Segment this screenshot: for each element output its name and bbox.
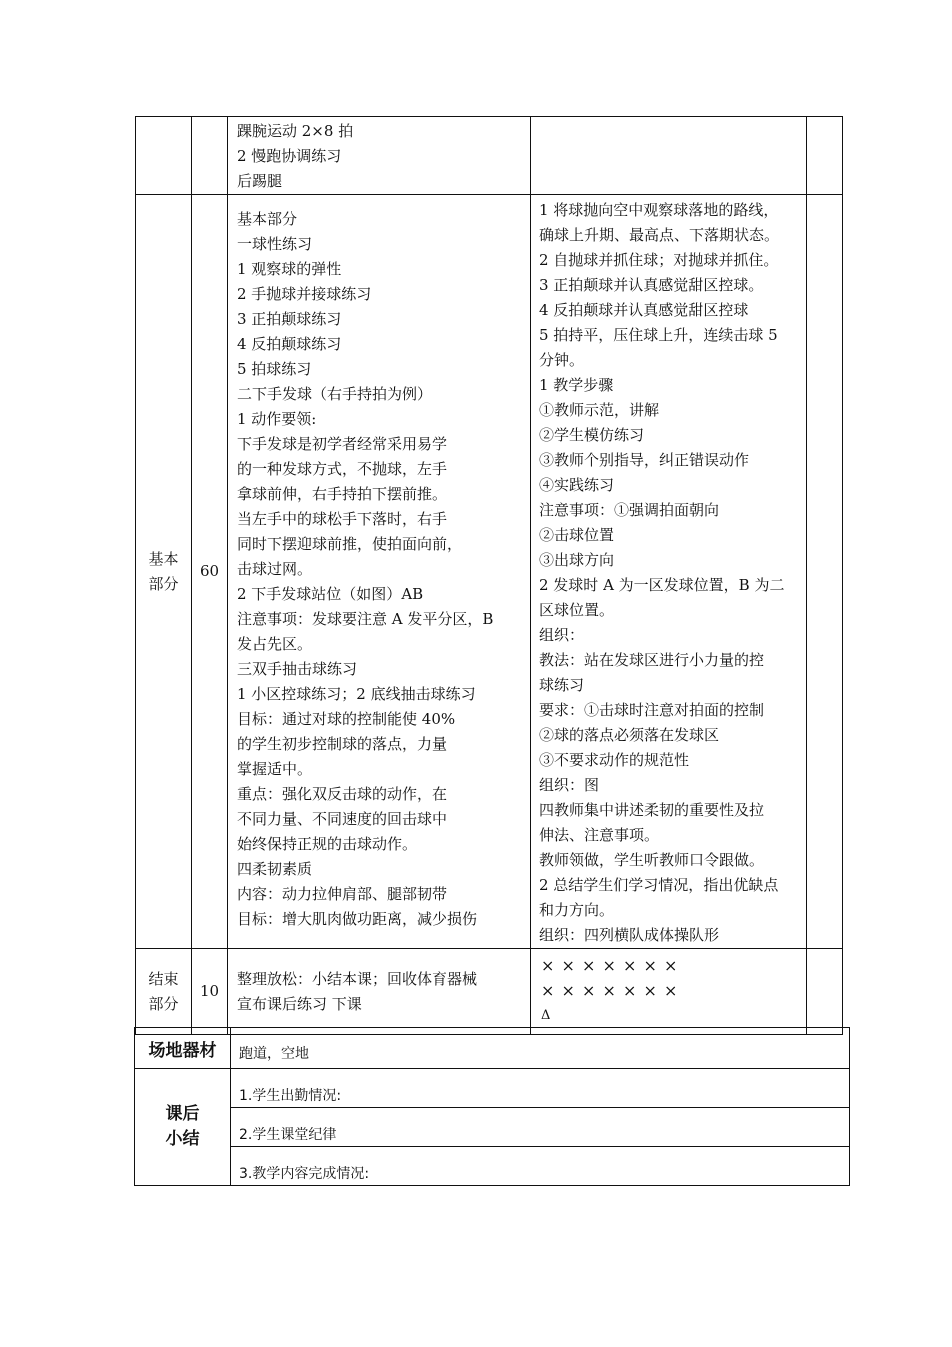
content-line: 的一种发球方式，不抛球，左手 [237,460,448,478]
method-line: ②击球位置 [539,526,615,544]
section-label: 结束 [148,969,179,988]
content-line: 当左手中的球松手下落时，右手 [237,510,448,528]
summary-item-attendance: 1.学生出勤情况: [231,1069,850,1108]
minutes-cell [192,949,228,1035]
content-line: 下手发球是初学者经常采用易学 [237,435,448,453]
summary-row [135,1069,850,1108]
method-line: 4 反拍颠球并认真感觉甜区控球 [539,301,749,319]
section-cell [136,949,192,1035]
content-line: 2 下手发球站位（如图）AB [237,585,424,603]
content-line: 目标：通过对球的控制能使 40% [237,710,456,728]
summary-label-line: 小结 [165,1129,200,1149]
content-line: 5 拍球练习 [237,360,312,378]
method-line: 区球位置。 [539,601,615,619]
method-line: 伸法、注意事项。 [539,826,660,844]
content-line: 二下手发球（右手持拍为例） [237,385,433,403]
formation-row: × × × × × × × [541,956,679,975]
method-line: ③不要求动作的规范性 [539,751,690,769]
content-line: 不同力量、不同速度的回击球中 [237,810,448,828]
venue-summary-table [134,1027,850,1186]
content-lines [237,207,530,932]
content-line: 3 正拍颠球练习 [237,310,342,328]
venue-row [135,1028,850,1069]
table-row [136,949,843,1035]
method-line: 5 拍持平，压住球上升，连续击球 5 [539,326,778,344]
note-cell [807,195,843,949]
minutes-value: 10 [199,982,220,1000]
table-row [136,117,843,195]
method-line: 组织： [539,626,585,644]
minutes-cell [192,117,228,195]
lesson-plan-table [135,116,843,1035]
content-line: 2 手抛球并接球练习 [237,285,372,303]
content-line: 后踢腿 [237,172,283,190]
method-lines [539,198,806,948]
content-line: 注意事项：发球要注意 A 发平分区，B [237,610,494,628]
method-line: 1 教学步骤 [539,376,614,394]
note-cell [807,117,843,195]
method-cell [531,195,807,949]
summary-label [135,1069,231,1186]
content-line: 目标：增大肌肉做功距离，减少损伤 [237,910,478,928]
minutes-cell [192,195,228,949]
method-cell [531,117,807,195]
method-line: 注意事项：①强调拍面朝向 [539,501,720,519]
method-line: 和力方向。 [539,901,615,919]
method-line: 组织：四列横队成体操队形 [539,926,720,944]
content-line: 2 慢跑协调练习 [237,147,342,165]
content-cell [228,949,531,1035]
summary-label-line: 课后 [165,1104,200,1124]
method-line: ③教师个别指导，纠正错误动作 [539,451,750,469]
content-line: 始终保持正规的击球动作。 [237,835,418,853]
section-label: 部分 [148,574,179,593]
method-line: 2 自抛球并抓住球；对抛球并抓住。 [539,251,779,269]
method-line: 要求：①击球时注意对拍面的控制 [539,701,765,719]
formation-row: × × × × × × × [541,981,679,1000]
method-line: 1 将球抛向空中观察球落地的路线， [539,201,779,219]
content-lines [237,967,530,1017]
venue-label: 场地器材 [135,1028,231,1069]
summary-item-discipline: 2.学生课堂纪律 [231,1108,850,1147]
content-line: 击球过网。 [237,560,313,578]
method-line: 分钟。 [539,351,585,369]
summary-row [135,1108,850,1147]
method-line: 球练习 [539,676,585,694]
method-line: ③出球方向 [539,551,615,569]
method-line: ①教师示范，讲解 [539,401,660,419]
venue-value: 跑道，空地 [231,1028,850,1069]
summary-row [135,1147,850,1186]
table-row [136,195,843,949]
section-cell [136,117,192,195]
method-line: ②学生模仿练习 [539,426,645,444]
content-line: 内容：动力拉伸肩部、腿部韧带 [237,885,448,903]
method-line: ②球的落点必须落在发球区 [539,726,720,744]
method-line: 教法：站在发球区进行小力量的控 [539,651,765,669]
method-line: 2 发球时 A 为一区发球位置，B 为二 [539,576,785,594]
minutes-value: 60 [199,562,220,580]
content-line: 整理放松：小结本课；回收体育器械 [237,970,478,988]
content-line: 发占先区。 [237,635,313,653]
method-line: ④实践练习 [539,476,615,494]
content-line: 掌握适中。 [237,760,313,778]
section-label: 基本 [148,549,179,568]
content-line: 三双手抽击球练习 [237,660,358,678]
content-line: 重点：强化双反击球的动作，在 [237,785,448,803]
section-cell [136,195,192,949]
method-line: 教师领做，学生听教师口令跟做。 [539,851,765,869]
section-label: 部分 [148,994,179,1013]
method-line: 3 正拍颠球并认真感觉甜区控球。 [539,276,764,294]
content-line: 一球性练习 [237,235,313,253]
content-line: 1 动作要领: [237,410,317,428]
summary-item-completion: 3.教学内容完成情况: [231,1147,850,1186]
content-line: 的学生初步控制球的落点，力量 [237,735,448,753]
teacher-mark: Δ [541,1008,551,1023]
note-cell [807,949,843,1035]
content-lines [237,119,530,194]
content-cell [228,195,531,949]
content-line: 四柔韧素质 [237,860,313,878]
formation-diagram [541,953,806,1028]
content-line: 宣布课后练习 下课 [237,995,362,1013]
method-cell [531,949,807,1035]
content-line: 踝腕运动 2×8 拍 [237,122,354,140]
content-line: 基本部分 [237,210,298,228]
content-line: 4 反拍颠球练习 [237,335,342,353]
content-line: 同时下摆迎球前推，使拍面向前， [237,535,463,553]
method-line: 2 总结学生们学习情况，指出优缺点 [539,876,779,894]
method-line: 组织：图 [539,776,600,794]
method-line: 四教师集中讲述柔韧的重要性及拉 [539,801,765,819]
method-line: 确球上升期、最高点、下落期状态。 [539,226,780,244]
content-cell [228,117,531,195]
content-line: 1 观察球的弹性 [237,260,342,278]
content-line: 拿球前伸，右手持拍下摆前推。 [237,485,448,503]
content-line: 1 小区控球练习；2 底线抽击球练习 [237,685,476,703]
